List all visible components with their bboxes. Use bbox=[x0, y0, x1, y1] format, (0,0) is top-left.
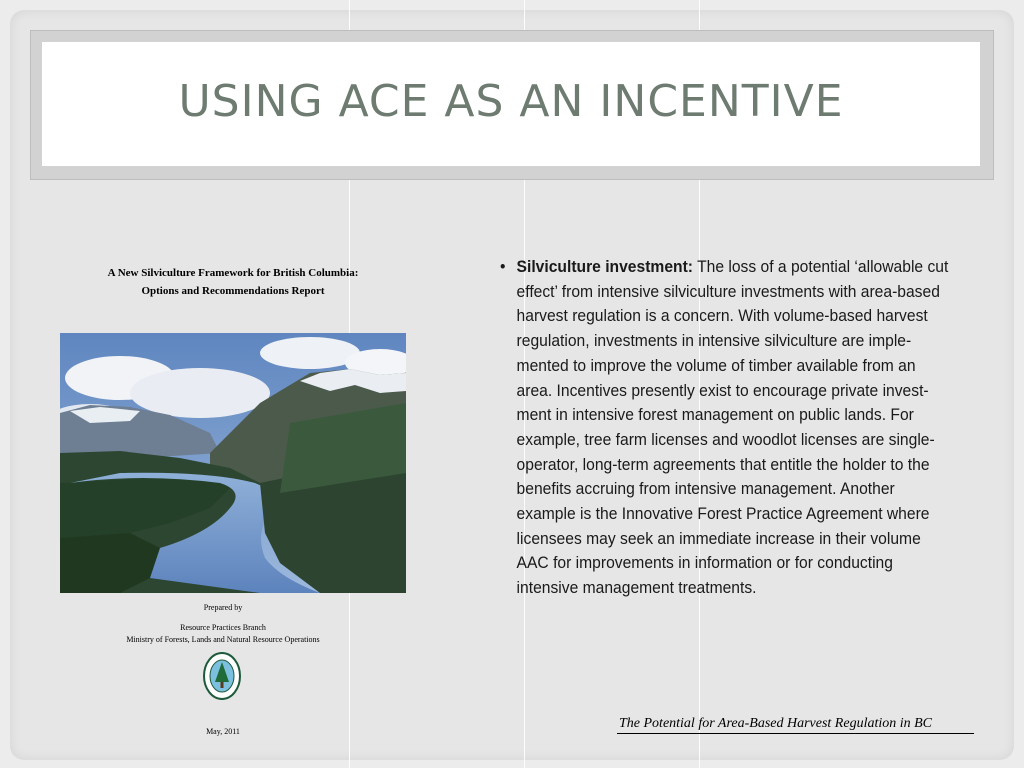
bullet-text bbox=[517, 255, 970, 601]
forest-service-seal-icon bbox=[203, 652, 241, 700]
ministry-name: Ministry of Forests, Lands and Natural Resource Operations bbox=[126, 635, 320, 644]
bullet-marker: • bbox=[500, 257, 506, 276]
bullet-line: ment in intensive forest management on public lands. For bbox=[516, 405, 914, 425]
prepared-by: Prepared by bbox=[203, 603, 243, 612]
report-cover bbox=[58, 258, 408, 748]
bullet-line: mented to improve the volume of timber available from an bbox=[516, 355, 916, 375]
report-title-line1: A New Silviculture Framework for British Columbia: bbox=[107, 267, 359, 279]
branch-info bbox=[58, 622, 388, 646]
bullet-line: benefits accruing from intensive management. Another bbox=[516, 479, 895, 499]
branch-name: Resource Practices Branch bbox=[180, 623, 266, 632]
bullet-line: Silviculture investment: The loss of a potential ‘allowable cut bbox=[516, 257, 949, 276]
mountain-lake-photo bbox=[60, 333, 406, 593]
report-title bbox=[58, 264, 408, 300]
bullet-line: regulation, investments in intensive silviculture are imple- bbox=[516, 331, 912, 351]
bullet-line: example is the Innovative Forest Practice Agreement where bbox=[516, 504, 930, 524]
bullet-line: licensees may seek an immediate increase in their volume bbox=[516, 528, 921, 548]
bullet-line: operator, long-term agreements that entitle the holder to the bbox=[516, 454, 930, 474]
slide-title: USING ACE AS AN INCENTIVE bbox=[178, 76, 844, 127]
bullet-lead: Silviculture investment: bbox=[516, 257, 693, 276]
bullet-line: intensive management treatments. bbox=[516, 578, 757, 598]
bullet-line: effect’ from intensive silviculture investments with area-based bbox=[516, 281, 940, 301]
report-date: May, 2011 bbox=[206, 727, 240, 736]
bullet-line: area. Incentives presently exist to encourage private invest- bbox=[516, 380, 929, 400]
report-title-line2: Options and Recommendations Report bbox=[141, 285, 325, 297]
footer-caption: The Potential for Area-Based Harvest Regulation in BC bbox=[617, 716, 974, 734]
bullet-line: harvest regulation is a concern. With volume-based harvest bbox=[516, 306, 928, 326]
bullet-line: example, tree farm licenses and woodlot licenses are single- bbox=[516, 429, 935, 449]
bullet-point bbox=[500, 255, 969, 601]
bullet-line: AAC for improvements in information or for conducting bbox=[516, 553, 893, 573]
